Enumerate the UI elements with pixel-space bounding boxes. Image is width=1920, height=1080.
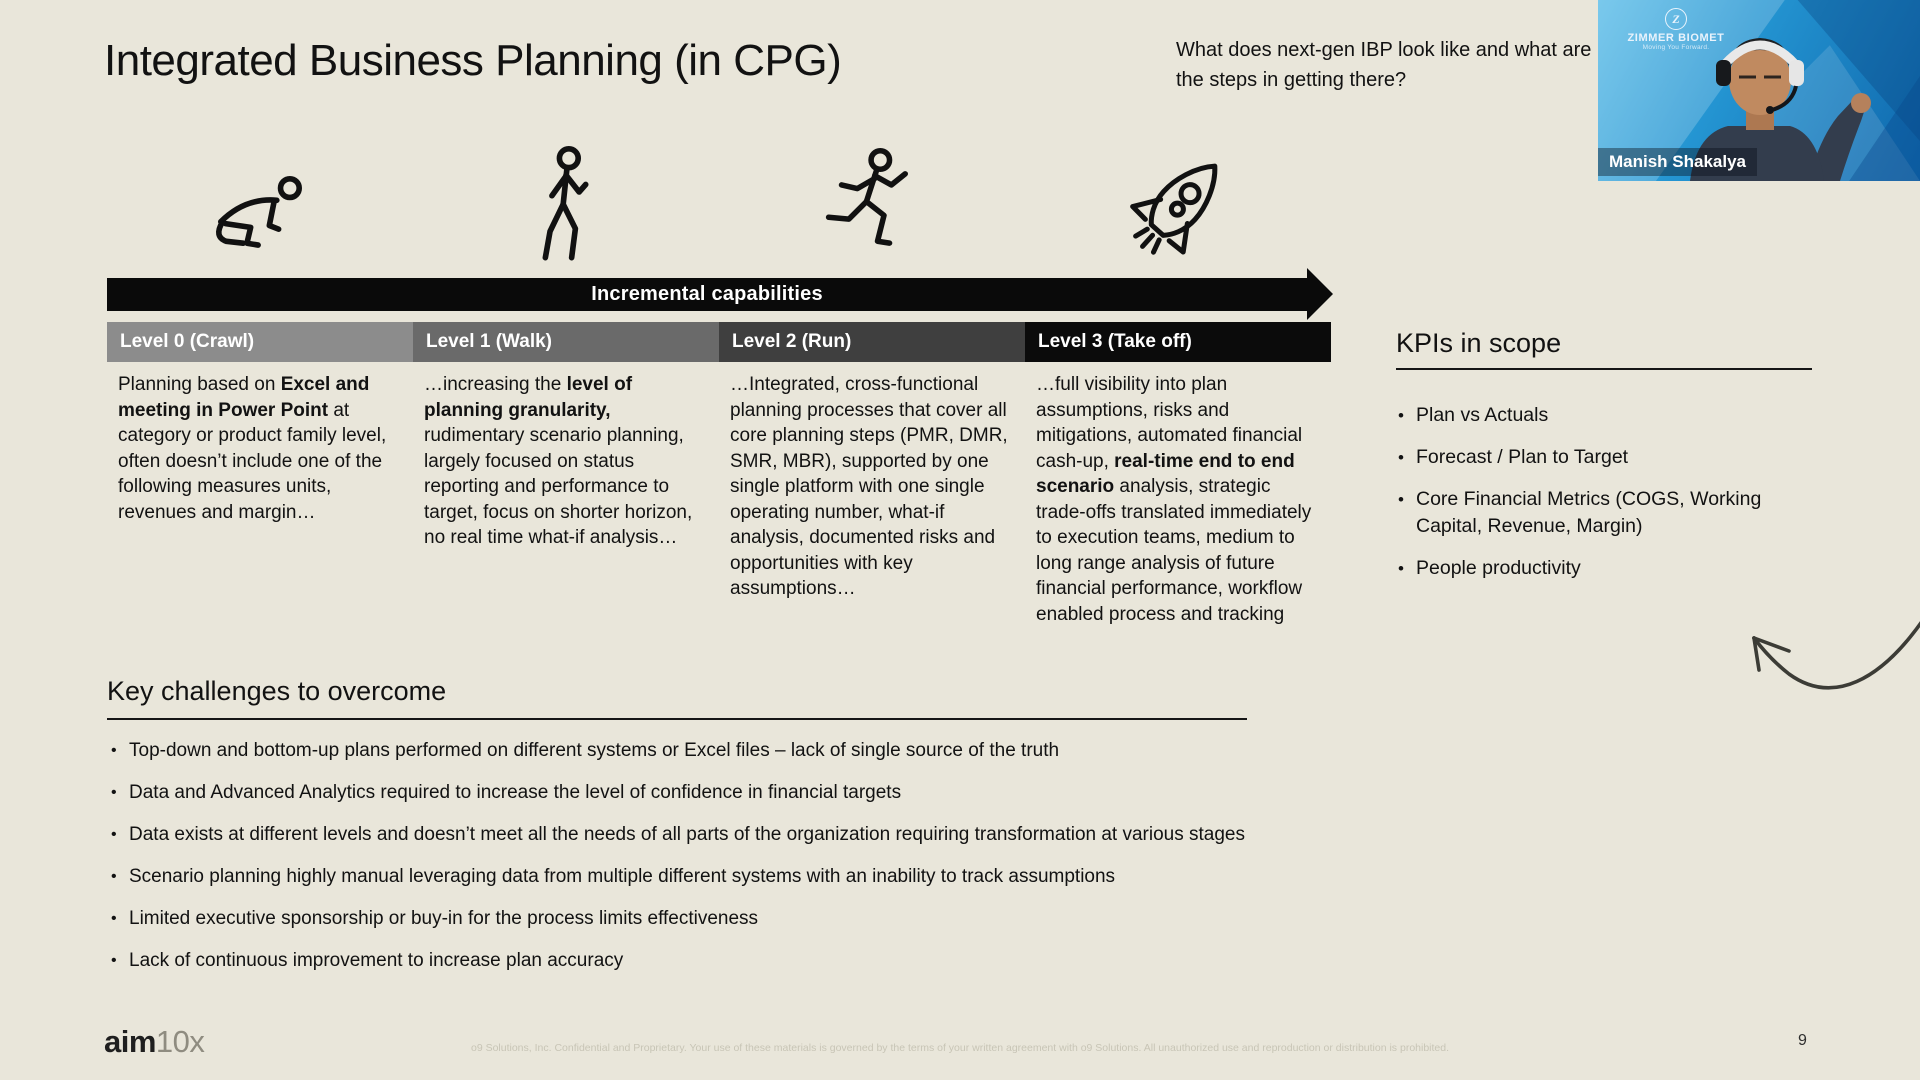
- level-1-description: …increasing the level of planning granularity, rudimentary scenario planning, largely focused on status reporting and performance to target, focus on shorter horizon, no real time what-if analysis…: [424, 374, 693, 548]
- level-3-description: …full visibility into plan assumptions, risks and mitigations, automated financial cash-up, real-time end to end scenario analysis, strategic trade-offs translated immediately to execution teams, medium to long range analysis of future financial performance, workflow enabled process and tracking: [1036, 374, 1312, 625]
- aim10x-logo-prefix: aim: [104, 1024, 156, 1059]
- level-headers: [107, 322, 1331, 362]
- level-1-header-label: Level 1 (Walk): [426, 331, 553, 352]
- kpi-item: • Forecast / Plan to Target: [1396, 444, 1828, 471]
- level-1-header: [413, 322, 719, 362]
- question-line-2: the steps in getting there?: [1176, 69, 1407, 91]
- banner-label: Incremental capabilities: [591, 283, 823, 305]
- level-0-header: [107, 322, 413, 362]
- challenge-item: • Top-down and bottom-up plans performed on different systems or Excel files – lack of single source of the truth: [107, 738, 1257, 764]
- curved-arrow-icon: [1733, 598, 1920, 723]
- kpi-item: • Plan vs Actuals: [1396, 402, 1828, 429]
- rocket-icon: [1025, 144, 1331, 268]
- kpi-item: • Core Financial Metrics (COGS, Working Capital, Revenue, Margin): [1396, 486, 1828, 540]
- challenge-item: • Limited executive sponsorship or buy-in for the process limits effectiveness: [107, 906, 1257, 932]
- kpis-title: KPIs in scope: [1396, 328, 1562, 358]
- incremental-capabilities-banner: [107, 278, 1307, 311]
- speaker-name-label: Manish Shakalya: [1598, 148, 1757, 176]
- level-2-description: …Integrated, cross-functional planning processes that cover all core planning steps (PMR, DMR, SMR, MBR), supported by one single platform with one single operating number, what-if analysis, documented risks and opportunities with key assumptions…: [730, 374, 1008, 599]
- level-0-description: Planning based on Excel and meeting in Power Point at category or product family level, often doesn’t include one of the following measures units, revenues and margin…: [118, 374, 387, 523]
- level-3-header: [1025, 322, 1331, 362]
- challenges-section: [107, 676, 1337, 990]
- zimmer-biomet-logo-text: ZIMMER BIOMET: [1627, 32, 1725, 44]
- zimmer-biomet-logo: [1610, 8, 1742, 51]
- run-icon: [719, 144, 1025, 268]
- challenge-item: • Data and Advanced Analytics required to increase the level of confidence in financial targets: [107, 780, 1257, 806]
- challenge-item: • Data exists at different levels and doesn’t meet all the needs of all parts of the organization requiring transformation at various stages: [107, 822, 1257, 848]
- challenge-item: • Lack of continuous improvement to increase plan accuracy: [107, 948, 1257, 974]
- kpis-list: [1396, 402, 1828, 582]
- crawl-icon: [107, 144, 413, 268]
- kpis-section: [1396, 328, 1828, 597]
- challenges-title: Key challenges to overcome: [107, 676, 447, 706]
- webcam-video: [1598, 0, 1920, 181]
- footer-disclaimer: o9 Solutions, Inc. Confidential and Proprietary. Your use of these materials is governed by the terms of your written agreement with o9 Solutions. All unauthorized use and reproduction or distribution is prohibited.: [470, 1042, 1450, 1054]
- kpi-item: • People productivity: [1396, 555, 1828, 582]
- level-descriptions: [107, 362, 1331, 627]
- challenge-item: • Scenario planning highly manual leveraging data from multiple different systems with an inability to track assumptions: [107, 864, 1257, 890]
- level-0-header-label: Level 0 (Crawl): [120, 331, 255, 352]
- aim10x-logo-suffix: 10x: [155, 1024, 205, 1059]
- level-2-header-label: Level 2 (Run): [732, 331, 852, 352]
- page-number: 9: [1798, 1032, 1807, 1049]
- level-3-header-label: Level 3 (Take off): [1038, 331, 1192, 352]
- zimmer-biomet-logo-icon: Z: [1665, 8, 1687, 30]
- page-title: Integrated Business Planning (in CPG): [104, 36, 842, 85]
- maturity-icons-row: [107, 144, 1331, 268]
- walk-icon: [413, 144, 719, 268]
- challenges-underline: [107, 718, 1247, 720]
- kpis-underline: [1396, 368, 1812, 370]
- banner-arrowhead-icon: [1307, 268, 1333, 320]
- level-2-header: [719, 322, 1025, 362]
- zimmer-biomet-tagline: Moving You Forward.: [1642, 44, 1710, 51]
- challenges-list: [107, 738, 1257, 974]
- question-line-1: What does next-gen IBP look like and what are: [1176, 39, 1592, 61]
